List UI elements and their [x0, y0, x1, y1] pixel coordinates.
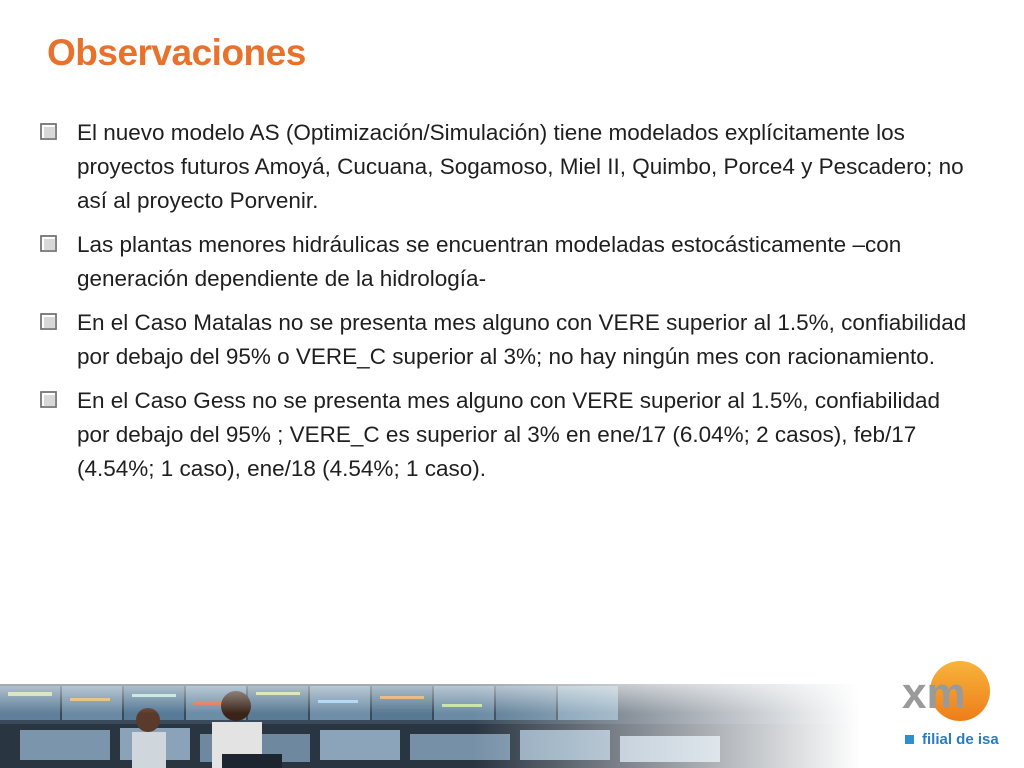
bullet-list	[40, 116, 970, 496]
list-item	[40, 384, 970, 486]
xm-logo	[898, 656, 998, 726]
logo-text: xm	[902, 669, 966, 718]
tagline-text: filial de isa	[922, 731, 999, 748]
square-icon	[905, 735, 914, 744]
list-item	[40, 116, 970, 218]
bullet-text: Las plantas menores hidráulicas se encuentran modeladas estocásticamente –con generación dependiente de la hidrología-	[77, 232, 902, 291]
checkbox-bullet-icon	[40, 123, 57, 140]
list-item	[40, 228, 970, 296]
bullet-text: En el Caso Gess no se presenta mes alguno con VERE superior al 1.5%, confiabilidad por debajo del 95% ; VERE_C es superior al 3% en ene/17 (6.04%; 2 casos), feb/17 (4.54%; 1 caso), ene/18 (4.54%; 1 caso).	[77, 388, 940, 481]
checkbox-bullet-icon	[40, 313, 57, 330]
tagline	[905, 731, 999, 748]
list-item	[40, 306, 970, 374]
control-room-photo	[0, 684, 860, 768]
bullet-text: En el Caso Matalas no se presenta mes alguno con VERE superior al 1.5%, confiabilidad por debajo del 95% o VERE_C superior al 3%; no hay ningún mes con racionamiento.	[77, 310, 967, 369]
checkbox-bullet-icon	[40, 235, 57, 252]
checkbox-bullet-icon	[40, 391, 57, 408]
bullet-text: El nuevo modelo AS (Optimización/Simulación) tiene modelados explícitamente los proyectos futuros Amoyá, Cucuana, Sogamoso, Miel II, Quimbo, Porce4 y Pescadero; no así al proyecto Porvenir.	[77, 120, 964, 213]
slide-title: Observaciones	[47, 32, 306, 73]
